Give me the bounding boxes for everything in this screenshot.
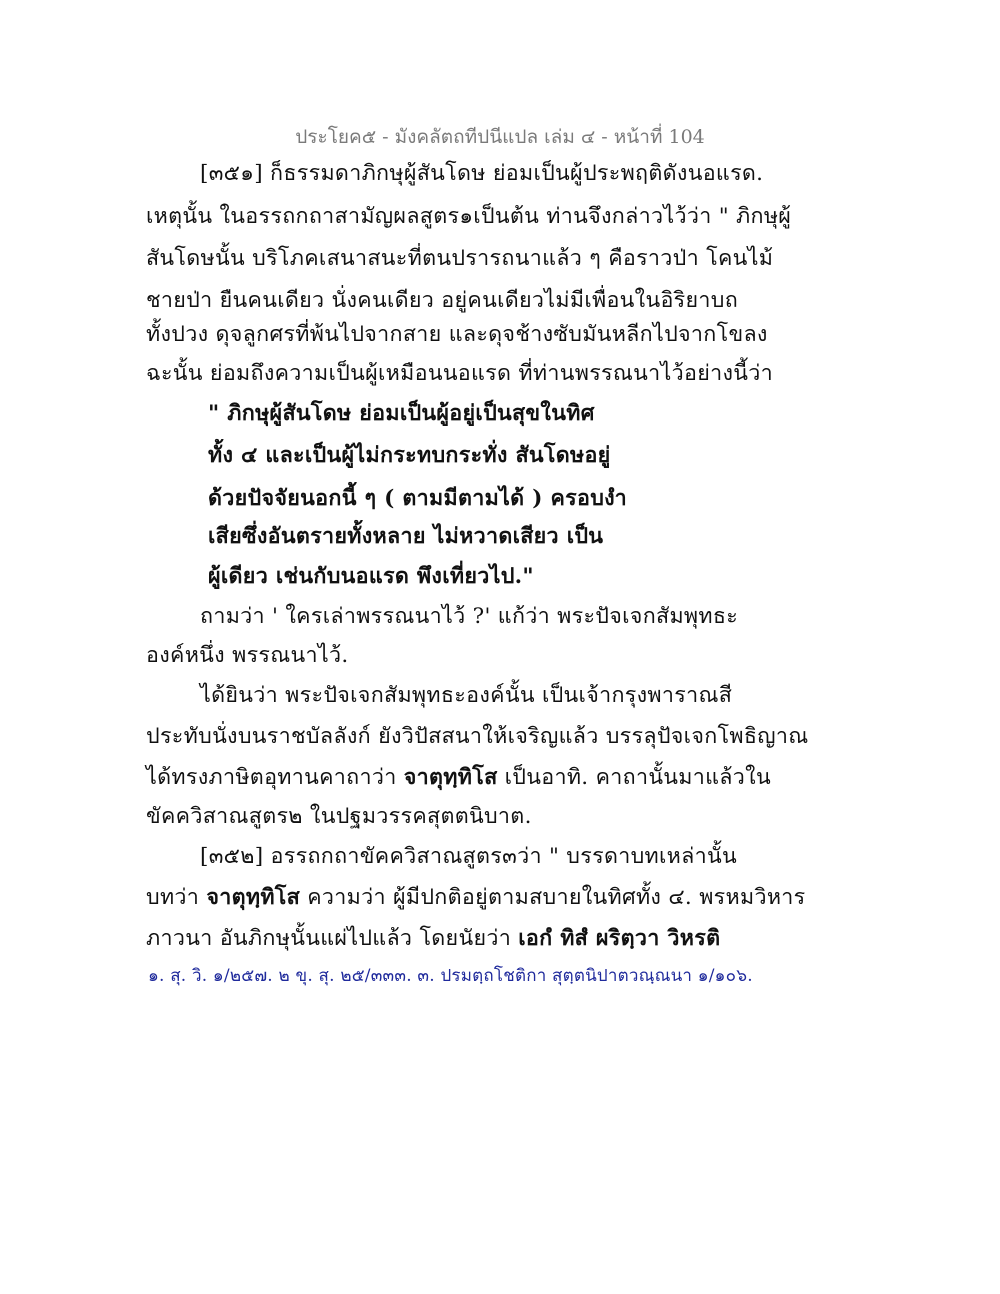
- term-jatuddiso: จาตุทฺทิโส: [403, 765, 498, 790]
- verse-line-4: เสียซึ่งอันตรายทั้งหลาย ไม่หวาดเสียว เป็น: [208, 524, 604, 549]
- paragraph-351-line-5: ทั้งปวง ดุจลูกศรที่พ้นไปจากสาย และดุจช้างซับมันหลีกไปจากโขลง: [146, 322, 768, 347]
- story-line-4: ขัคควิสาณสูตร๒ ในปฐมวรรคสุตตนิบาต.: [146, 804, 532, 829]
- story-line-2: ประทับนั่งบนราชบัลลังก์ ยังวิปัสสนาให้เจริญแล้ว บรรลุปัจเจกโพธิญาณ: [146, 724, 809, 749]
- paragraph-352-line-2-after: ความว่า ผู้มีปกติอยู่ตามสบายในทิศทั้ง ๔. พรหมวิหาร: [300, 885, 806, 910]
- verse-line-3: ด้วยปัจจัยนอกนี้ ๆ ( ตามมีตามได้ ) ครอบงำ: [208, 486, 628, 511]
- story-line-3-after: เป็นอาทิ. คาถานั้นมาแล้วใน: [497, 765, 771, 790]
- paragraph-352-line-1: [๓๕๒] อรรถกถาขัคควิสาณสูตร๓ว่า " บรรดาบทเหล่านั้น: [200, 844, 737, 869]
- verse-line-2: ทั้ง ๔ และเป็นผู้ไม่กระทบกระทั่ง สันโดษอยู่: [208, 443, 611, 468]
- paragraph-351-line-3: สันโดษนั้น บริโภคเสนาสนะที่ตนปรารถนาแล้ว ๆ คือราวป่า โคนไม้: [146, 246, 774, 271]
- page-header: ประโยค๕ - มังคลัตถทีปนีแปล เล่ม ๔ - หน้าที่ 104: [295, 126, 705, 148]
- story-line-3-before: ได้ทรงภาษิตอุทานคาถาว่า: [146, 765, 404, 790]
- paragraph-351-line-4: ชายป่า ยืนคนเดียว นั่งคนเดียว อยู่คนเดียวไม่มีเพื่อนในอิริยาบถ: [146, 288, 739, 313]
- paragraph-351-line-2: เหตุนั้น ในอรรถกถาสามัญผลสูตร๑เป็นต้น ท่านจึงกล่าวไว้ว่า " ภิกษุผู้: [146, 204, 792, 229]
- paragraph-352-line-3: [146, 928, 720, 950]
- paragraph-351-line-1: [๓๕๑] ก็ธรรมดาภิกษุผู้สันโดษ ย่อมเป็นผู้ประพฤติดังนอแรด.: [200, 161, 764, 186]
- paragraph-352-line-2-before: บทว่า: [146, 885, 207, 910]
- term-jatuddiso-2: จาตุทฺทิโส: [206, 885, 301, 910]
- verse-line-5: ผู้เดียว เช่นกับนอแรด พึงเที่ยวไป.": [208, 564, 534, 589]
- story-line-1: ได้ยินว่า พระปัจเจกสัมพุทธะองค์นั้น เป็นเจ้ากรุงพาราณสี: [200, 683, 733, 708]
- story-line-3: [146, 767, 771, 789]
- paragraph-351-line-6: ฉะนั้น ย่อมถึงความเป็นผู้เหมือนนอแรด ที่ท่านพรรณนาไว้อย่างนี้ว่า: [146, 361, 774, 386]
- paragraph-352-line-3-before: ภาวนา อันภิกษุนั้นแผ่ไปแล้ว โดยนัยว่า: [146, 926, 519, 951]
- paragraph-352-line-2: [146, 887, 806, 909]
- question-line-2: องค์หนึ่ง พรรณนาไว้.: [146, 643, 349, 668]
- footnotes: ๑. สุ. วิ. ๑/๒๕๗. ๒ ขุ. สุ. ๒๕/๓๓๓. ๓. ปรมตฺถโชติกา สุตฺตนิปาตวณฺณนา ๑/๑๐๖.: [148, 966, 753, 986]
- verse-line-1: " ภิกษุผู้สันโดษ ย่อมเป็นผู้อยู่เป็นสุขในทิศ: [208, 401, 595, 426]
- term-ekam-disam: เอกํ ทิสํ ผริตฺวา วิหรติ: [518, 926, 721, 951]
- question-line-1: ถามว่า ' ใครเล่าพรรณนาไว้ ?' แก้ว่า พระปัจเจกสัมพุทธะ: [200, 604, 739, 629]
